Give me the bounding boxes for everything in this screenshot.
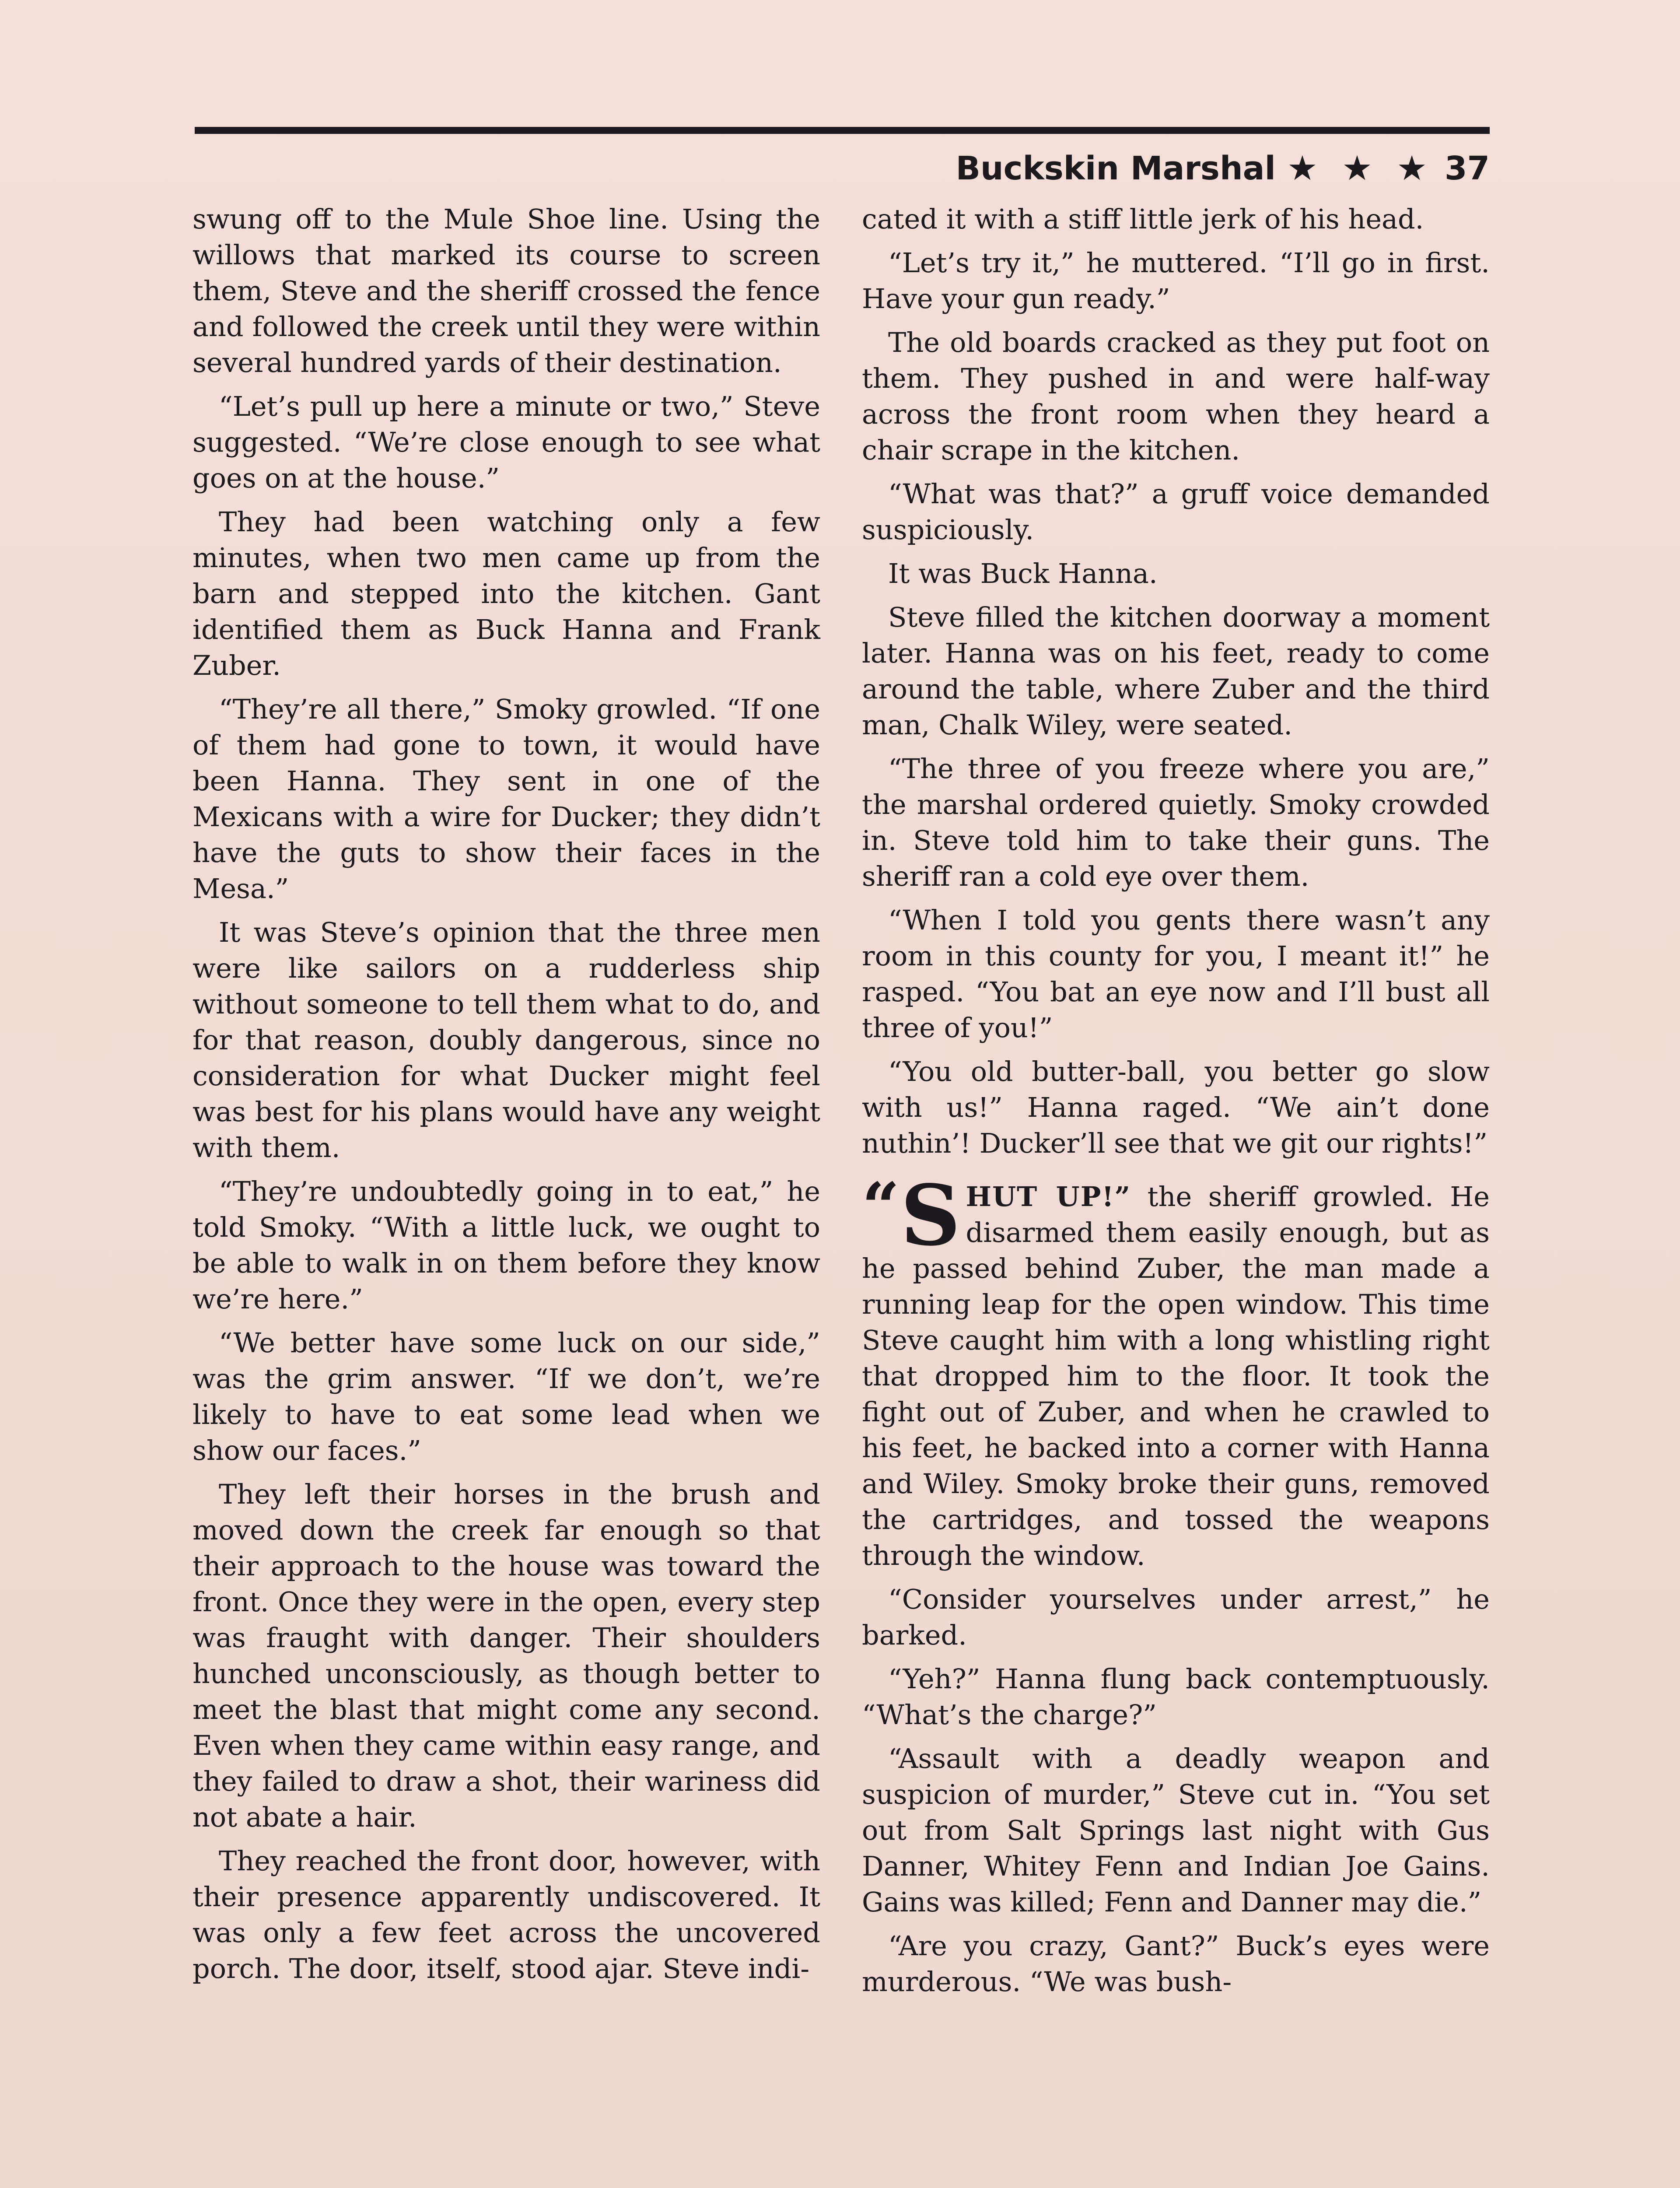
paragraph: “Let’s pull up here a minute or two,” Steve suggested. “We’re close enough to see what goes on at the house.” [192,390,820,494]
paragraph: “What was that?” a gruff voice demanded suspiciously. [862,478,1490,546]
paragraph: The old boards cracked as they put foot on them. They pushed in and were half-way across the front room when they heard a chair scrape in the kitchen. [862,326,1490,466]
dropcap-paragraph [862,1167,1490,1574]
paragraph: swung off to the Mule Shoe line. Using the willows that marked its course to screen them, Steve and the sheriff crossed the fence and followed the creek until they were within several hundred yards of their destination. [192,203,820,379]
paragraph: They had been watching only a few minutes, when two men came up from the barn and stepped into the kitchen. Gant identified them as Buck Hanna and Frank Zuber. [192,506,820,681]
running-header [956,144,1490,193]
paragraph: “Are you crazy, Gant?” Buck’s eyes were murderous. “We was bush- [862,1930,1490,1998]
paragraph: “Yeh?” Hanna flung back contemptuously. “What’s the charge?” [862,1663,1490,1731]
paragraph: They reached the front door, however, with their presence apparently undiscovered. It was only a few feet across the uncovered porch. The door, itself, stood ajar. Steve indi- [192,1845,820,1985]
star-ornaments: ★ ★ ★ [1287,149,1434,188]
dropcap-rest: the sheriff growled. He disarmed them easily enough, but as he passed behind Zuber, the man made a running leap for the open window. This time Steve caught him with a long whistling right that dropped him to the floor. It took the fight out of Zuber, and when he crawled to his feet, he backed into a corner with Hanna and Wiley. Smoky broke their guns, removed the cartridges, and tossed the weapons through the window. [862,1181,1490,1571]
header-rule [195,127,1490,134]
dropcap-letter: S [900,1167,961,1264]
running-title: Buckskin Marshal [956,150,1276,187]
paragraph: “When I told you gents there wasn’t any room in this county for you, I meant it!” he rasped. “You bat an eye now and I’ll bust all three of you!” [862,904,1490,1044]
paragraph: “Consider yourselves under arrest,” he barked. [862,1583,1490,1651]
left-column [192,201,820,1995]
paragraph: “Let’s try it,” he muttered. “I’ll go in first. Have your gun ready.” [862,247,1490,315]
page-number: 37 [1445,150,1490,187]
paragraph: cated it with a stiff little jerk of his head. [862,203,1424,235]
right-column [862,201,1490,2008]
paragraph: Steve filled the kitchen doorway a moment later. Hanna was on his feet, ready to come around the table, where Zuber and the third man, Chalk Wiley, were seated. [862,601,1490,741]
paragraph: It was Steve’s opinion that the three men were like sailors on a rudderless ship without someone to tell them what to do, and for that reason, doubly dangerous, since no consideration for what Ducker might feel was best for his plans would have any weight with them. [192,916,820,1164]
dropcap-lead: HUT UP!” [966,1181,1131,1213]
paragraph: “The three of you freeze where you are,” the marshal ordered quietly. Smoky crowded in. Steve told him to take their guns. The sheriff ran a cold eye over them. [862,753,1490,892]
paragraph: It was Buck Hanna. [888,558,1158,589]
paragraph: “You old butter-ball, you better go slow with us!” Hanna raged. “We ain’t done nuthin’! Ducker’ll see that we git our rights!” [862,1055,1490,1159]
paragraph: They left their horses in the brush and moved down the creek far enough so that their approach to the house was toward the front. Once they were in the open, every step was fraught with danger. Their shoulders hunched unconsciously, as though better to meet the blast that might come any second. Even when they came within easy range, and they failed to draw a shot, their wariness did not abate a hair. [192,1478,820,1833]
paragraph: “They’re all there,” Smoky growled. “If one of them had gone to town, it would have been Hanna. They sent in one of the Mexicans with a wire for Ducker; they didn’t have the guts to show their faces in the Mesa.” [192,693,820,905]
paragraph: “We better have some luck on our side,” was the grim answer. “If we don’t, we’re likely to have to eat some lead when we show our faces.” [192,1327,820,1466]
paragraph: “They’re undoubtedly going in to eat,” he told Smoky. “With a little luck, we ought to be able to walk in on them before they know we’re here.” [192,1175,820,1315]
dropcap-group [862,1167,961,1264]
paragraph: “Assault with a deadly weapon and suspicion of murder,” Steve cut in. “You set out from Salt Springs last night with Gus Danner, Whitey Fenn and Indian Joe Gains. Gains was killed; Fenn and Danner may die.” [862,1743,1490,1918]
dropcap-quote: “ [862,1168,900,1245]
